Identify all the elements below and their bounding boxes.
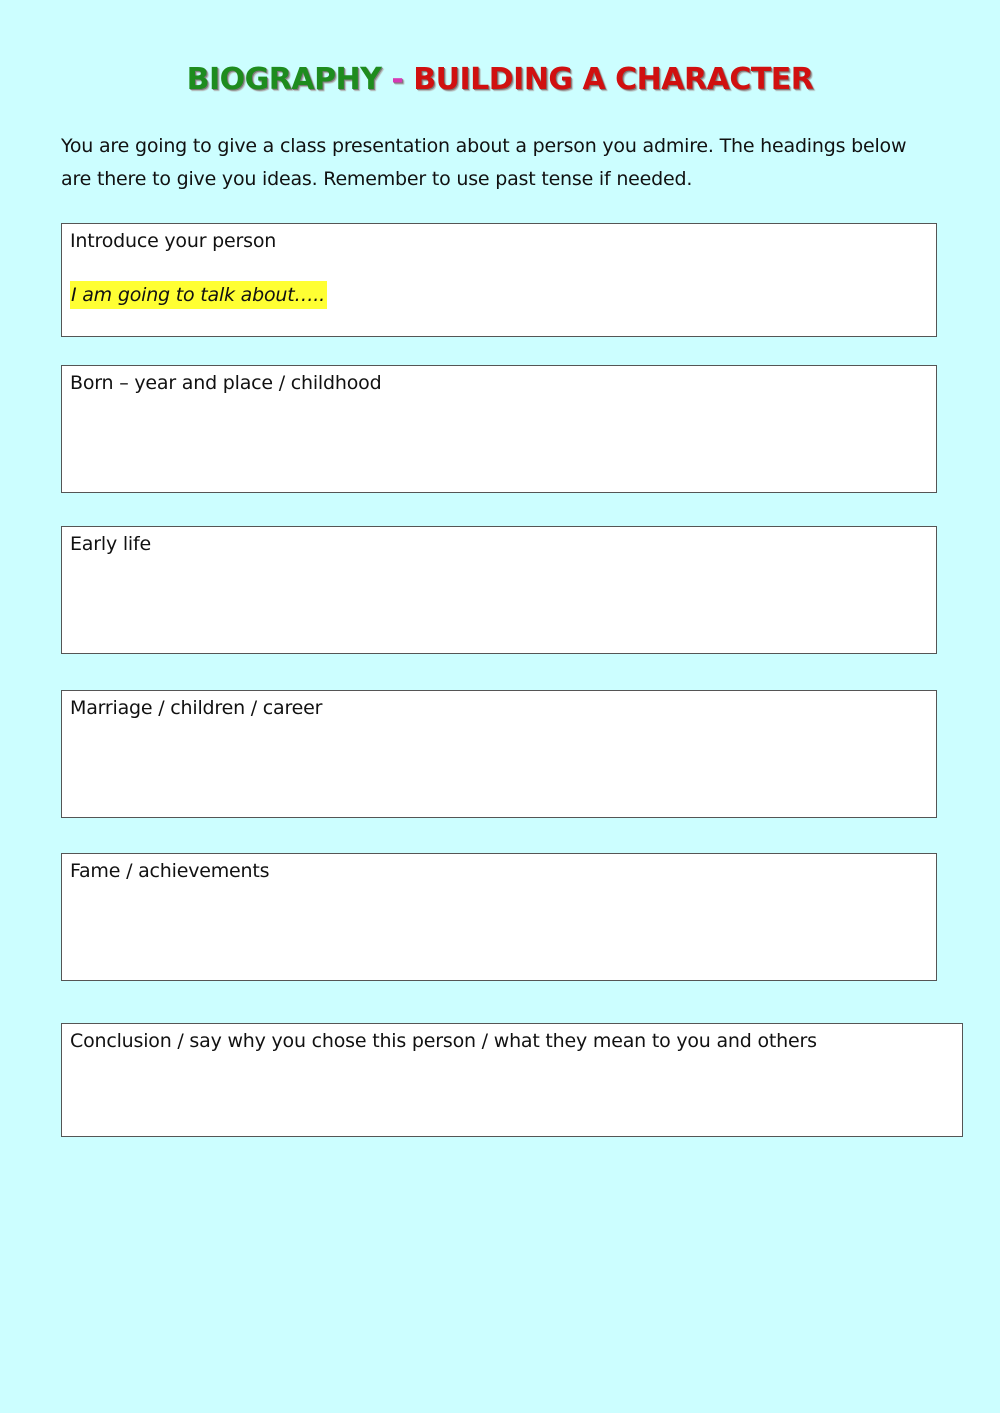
instructions-paragraph: You are going to give a class presentation about a person you admire. The headings below are there to give you ideas. Remember to use past tense if needed.	[61, 135, 907, 190]
page-title	[0, 62, 1000, 97]
sentence-starter-prompt: I am going to talk about…..	[70, 281, 327, 309]
title-part-building-a-character: BUILDING A CHARACTER	[413, 62, 814, 97]
box-heading-fame: Fame / achievements	[70, 860, 270, 882]
box-heading-early-life: Early life	[70, 533, 151, 555]
box-heading-introduce: Introduce your person	[70, 230, 277, 252]
title-part-biography: BIOGRAPHY	[186, 62, 382, 97]
writing-box-born[interactable]	[61, 365, 937, 493]
box-heading-conclusion: Conclusion / say why you chose this person / what they mean to you and others	[70, 1030, 817, 1052]
writing-box-introduce[interactable]	[61, 223, 937, 337]
writing-box-marriage[interactable]	[61, 690, 937, 818]
writing-box-early-life[interactable]	[61, 526, 937, 654]
box-heading-born: Born – year and place / childhood	[70, 372, 382, 394]
title-separator: -	[391, 62, 404, 97]
writing-box-fame[interactable]	[61, 853, 937, 981]
box-heading-marriage: Marriage / children / career	[70, 697, 323, 719]
writing-box-conclusion[interactable]	[61, 1023, 963, 1137]
